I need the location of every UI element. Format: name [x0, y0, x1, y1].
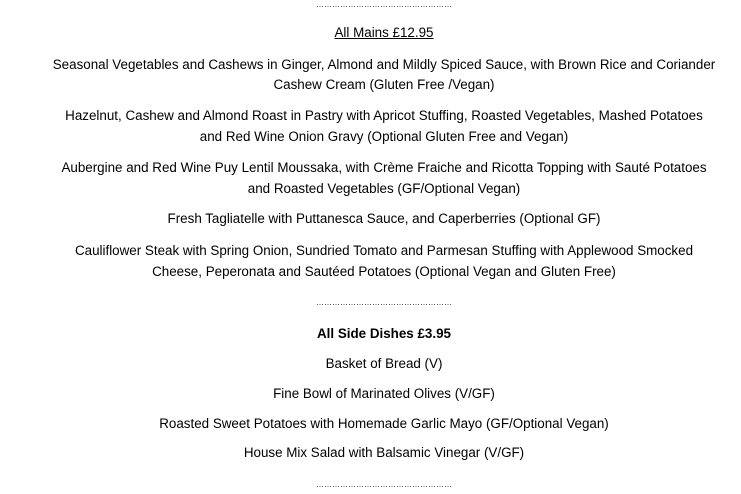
main-item-3-line-2: and Roasted Vegetables (GF/Optional Vegan) [247, 181, 521, 196]
mains-heading: All Mains £12.95 [334, 25, 434, 40]
main-item-5-line-1: Cauliflower Steak with Spring Onion, Sundried Tomato and Parmesan Stuffing with Applewood Smocked [74, 243, 694, 258]
main-item-5-line-2: Cheese, Peperonata and Sautéed Potatoes (Optional Vegan and Gluten Free) [152, 264, 616, 279]
side-item-3: Roasted Sweet Potatoes with Homemade Garlic Mayo (GF/Optional Vegan) [159, 416, 609, 431]
separator-top: …………………………………………… [316, 0, 452, 9]
separator-middle: …………………………………………… [316, 298, 452, 307]
main-item-1-line-2: Cashew Cream (Gluten Free /Vegan) [273, 77, 495, 92]
side-item-2: Fine Bowl of Marinated Olives (V/GF) [273, 386, 495, 401]
main-item-1-line-1: Seasonal Vegetables and Cashews in Ginger, Almond and Mildly Spiced Sauce, with Brown Rice and Coriander [52, 57, 716, 72]
side-item-4: House Mix Salad with Balsamic Vinegar (V/GF) [243, 445, 525, 460]
side-item-1: Basket of Bread (V) [325, 356, 443, 371]
separator-bottom: …………………………………………… [316, 480, 452, 489]
main-item-2-line-2: and Red Wine Onion Gravy (Optional Gluten Free and Vegan) [199, 129, 569, 144]
main-item-3-line-1: Aubergine and Red Wine Puy Lentil Moussaka, with Crème Fraiche and Ricotta Topping with Sauté Potatoes [61, 160, 707, 175]
main-item-2-line-1: Hazelnut, Cashew and Almond Roast in Pastry with Apricot Stuffing, Roasted Vegetables, Mashed Potatoes [65, 108, 703, 123]
sides-heading: All Side Dishes £3.95 [317, 326, 451, 341]
main-item-4-line-1: Fresh Tagliatelle with Puttanesca Sauce, and Caperberries (Optional GF) [167, 211, 601, 226]
